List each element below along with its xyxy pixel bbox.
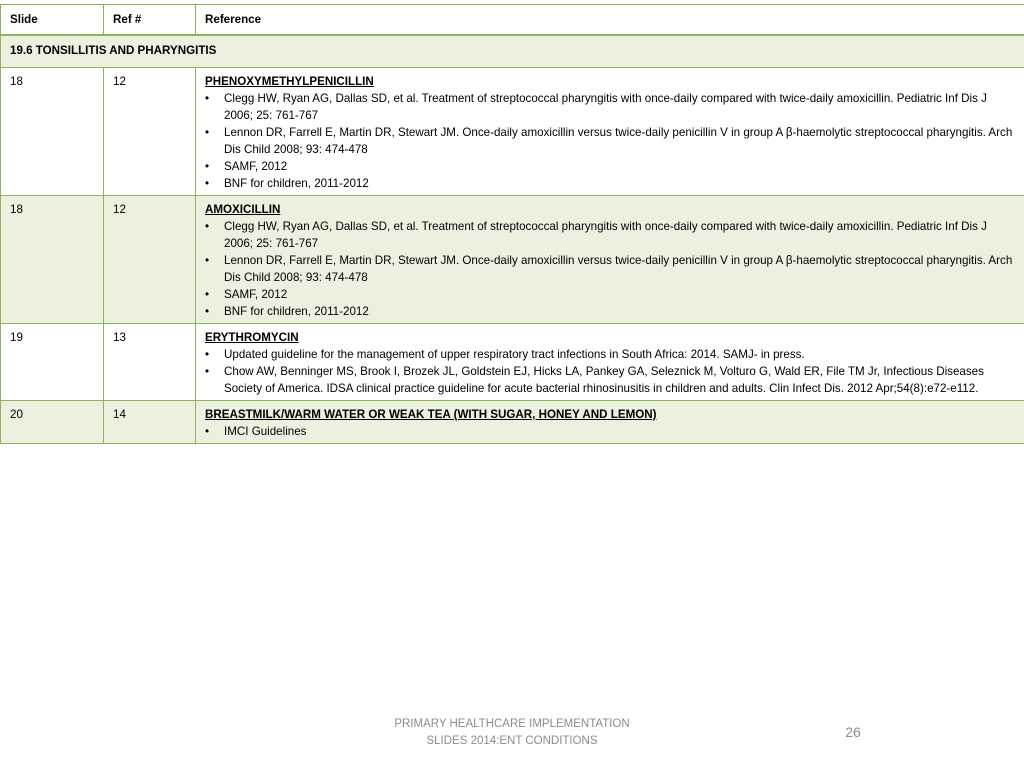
reference-cell <box>196 68 1024 196</box>
section-row <box>1 35 1024 68</box>
list-item: • Clegg HW, Ryan AG, Dallas SD, et al. Treatment of streptococcal pharyngitis with once-daily compared with twice-daily amoxicillin. Pediatric Inf Dis J 2006; 25: 761-767 <box>205 90 1016 124</box>
section-title: 19.6 TONSILLITIS AND PHARYNGITIS <box>1 35 1024 68</box>
drug-title: AMOXICILLIN <box>205 203 281 216</box>
list-item: • IMCI Guidelines <box>205 423 1016 440</box>
list-item: • BNF for children, 2011-2012 <box>205 303 1016 320</box>
reference-cell <box>196 401 1024 444</box>
ref-cell: 13 <box>104 324 196 401</box>
reference-list <box>205 218 1016 320</box>
header-reference: Reference <box>196 5 1024 36</box>
header-slide: Slide <box>1 5 104 36</box>
list-item: • SAMF, 2012 <box>205 286 1016 303</box>
ref-cell: 14 <box>104 401 196 444</box>
table-row <box>1 401 1024 444</box>
list-item: • SAMF, 2012 <box>205 158 1016 175</box>
references-table <box>0 4 1024 444</box>
table-row <box>1 68 1024 196</box>
table-row <box>1 196 1024 324</box>
slide-cell: 18 <box>1 196 104 324</box>
list-item: • Lennon DR, Farrell E, Martin DR, Stewart JM. Once-daily amoxicillin versus twice-daily penicillin V in group A β-haemolytic streptococcal pharyngitis. Arch Dis Child 2008; 93: 474-478 <box>205 124 1016 158</box>
drug-title: PHENOXYMETHYLPENICILLIN <box>205 75 374 88</box>
slide-cell: 18 <box>1 68 104 196</box>
list-item: • Lennon DR, Farrell E, Martin DR, Stewart JM. Once-daily amoxicillin versus twice-daily penicillin V in group A β-haemolytic streptococcal pharyngitis. Arch Dis Child 2008; 93: 474-478 <box>205 252 1016 286</box>
list-item: • Updated guideline for the management of upper respiratory tract infections in South Africa: 2014. SAMJ- in press. <box>205 346 1016 363</box>
footer-line-1: PRIMARY HEALTHCARE IMPLEMENTATION <box>394 718 630 730</box>
reference-list <box>205 423 1016 440</box>
reference-cell <box>196 324 1024 401</box>
list-item: • BNF for children, 2011-2012 <box>205 175 1016 192</box>
reference-list <box>205 90 1016 192</box>
table-header-row <box>1 5 1024 36</box>
ref-cell: 12 <box>104 196 196 324</box>
reference-list <box>205 346 1016 397</box>
table-row <box>1 324 1024 401</box>
slide-cell: 19 <box>1 324 104 401</box>
footer-text <box>362 716 662 750</box>
reference-cell <box>196 196 1024 324</box>
ref-cell: 12 <box>104 68 196 196</box>
list-item: • Clegg HW, Ryan AG, Dallas SD, et al. Treatment of streptococcal pharyngitis with once-daily compared with twice-daily amoxicillin. Pediatric Inf Dis J 2006; 25: 761-767 <box>205 218 1016 252</box>
drug-title: BREASTMILK/WARM WATER OR WEAK TEA (WITH SUGAR, HONEY AND LEMON) <box>205 408 657 421</box>
header-ref: Ref # <box>104 5 196 36</box>
footer-line-2: SLIDES 2014:ENT CONDITIONS <box>426 735 598 747</box>
page-number: 26 <box>845 724 861 740</box>
list-item: • Chow AW, Benninger MS, Brook I, Brozek JL, Goldstein EJ, Hicks LA, Pankey GA, Seleznick M, Volturo G, Wald ER, File TM Jr, Infectious Diseases Society of America. IDSA clinical practice guideline for acute bacterial rhinosinusitis in children and adults. Clin Infect Dis. 2012 Apr;54(8):e72-e112. <box>205 363 1016 397</box>
drug-title: ERYTHROMYCIN <box>205 331 299 344</box>
slide-cell: 20 <box>1 401 104 444</box>
